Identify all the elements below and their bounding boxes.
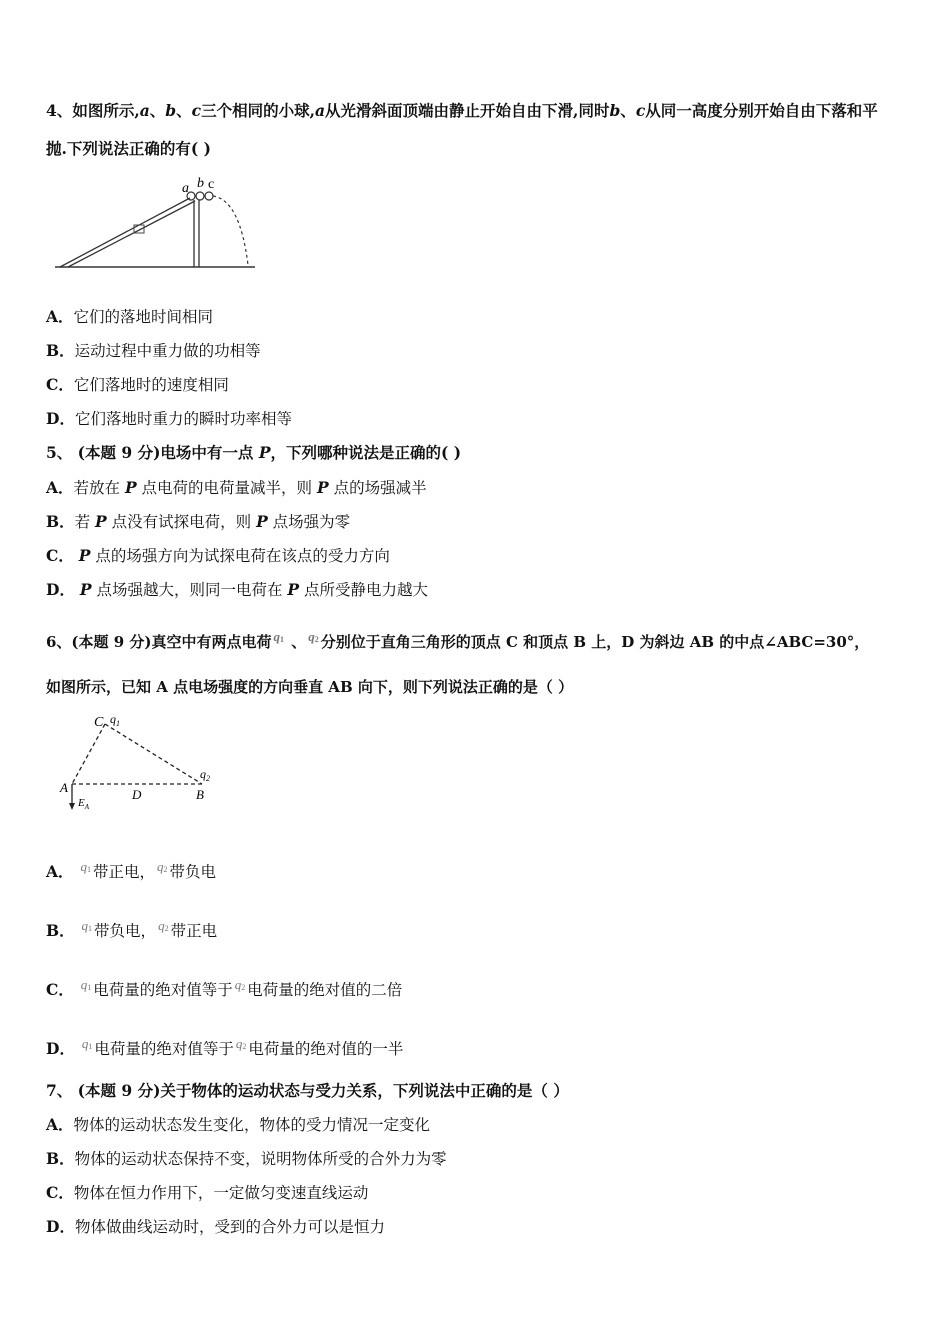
svg-text:q1: $q_1$	[110, 712, 120, 728]
label-D: D	[132, 787, 142, 802]
q4-option-a[interactable]: A．它们的落地时间相同	[46, 307, 214, 326]
q5-option-a[interactable]: A．若放在 P 点电荷的电荷量减半，则 P 点的场强减半	[46, 478, 427, 497]
label-a: a	[182, 181, 189, 196]
q7-option-a[interactable]: A．物体的运动状态发生变化，物体的受力情况一定变化	[46, 1115, 431, 1134]
svg-text:EA: $E_A$	[78, 797, 90, 811]
label-c: c	[208, 177, 215, 192]
label-C: C	[94, 715, 104, 730]
q6-option-c[interactable]: C． $^{q_1}$ 电荷量的绝对值等于 $^{q_2}$ 电荷量的绝对值的二倍	[46, 977, 403, 999]
q4-option-d[interactable]: D．它们落地时重力的瞬时功率相等	[46, 409, 292, 428]
q6-figure	[50, 706, 230, 816]
q6-stem-line2: 如图所示，已知 A 点电场强度的方向垂直 AB 向下，则下列说法正确的是（ ）	[46, 678, 574, 696]
q6-option-d[interactable]: D． $^{q_1}$ 电荷量的绝对值等于 $^{q_2}$ 电荷量的绝对值的一半	[46, 1036, 404, 1058]
label-A: A	[60, 780, 68, 795]
q4-stem-line2: 抛.下列说法正确的有( )	[46, 139, 211, 158]
q1-symbol: $q_1$	[273, 629, 285, 644]
q6-option-b[interactable]: B． $^{q_1}$ 带负电， $^{q_2}$ 带正电	[46, 918, 218, 940]
q7-stem: 7、 (本题 9 分)关于物体的运动状态与受力关系，下列说法中正确的是（ ）	[46, 1081, 569, 1100]
q5-stem: 5、 (本题 9 分)电场中有一点 P，下列哪种说法是正确的( )	[46, 443, 462, 462]
q5-option-d[interactable]: D． P 点场强越大，则同一电荷在 P 点所受静电力越大	[46, 580, 428, 599]
q4-option-b[interactable]: B．运动过程中重力做的功相等	[46, 341, 261, 360]
q6-stem-line1: 6、(本题 9 分)真空中有两点电荷 $q_1$ 、 $q_2$ 分别位于直角三角形的顶点 C 和顶点 B 上，D 为斜边 AB 的中点∠ABC=30°，	[46, 629, 870, 651]
q7-option-d[interactable]: D．物体做曲线运动时，受到的合外力可以是恒力	[46, 1217, 385, 1236]
q4-stem-line1: 4、如图所示,a、b、c三个相同的小球,a从光滑斜面顶端由静止开始自由下滑,同时b、c从同一高度分别开始自由下落和平	[46, 101, 878, 120]
q5-option-b[interactable]: B．若 P 点没有试探电荷，则 P 点场强为零	[46, 512, 351, 531]
q4-option-c[interactable]: C．它们落地时的速度相同	[46, 375, 229, 394]
q4-figure	[50, 170, 265, 275]
label-b: b	[197, 176, 204, 191]
q7-option-b[interactable]: B．物体的运动状态保持不变，说明物体所受的合外力为零	[46, 1149, 447, 1168]
svg-text:q2: $q_2$	[200, 767, 210, 783]
q5-option-c[interactable]: C． P 点的场强方向为试探电荷在该点的受力方向	[46, 546, 390, 565]
q6-option-a[interactable]: A． $^{q_1}$ 带正电， $^{q_2}$ 带负电	[46, 859, 216, 881]
label-B: B	[196, 787, 204, 802]
q7-option-c[interactable]: C．物体在恒力作用下，一定做匀变速直线运动	[46, 1183, 369, 1202]
q2-symbol: $q_2$	[308, 629, 319, 644]
